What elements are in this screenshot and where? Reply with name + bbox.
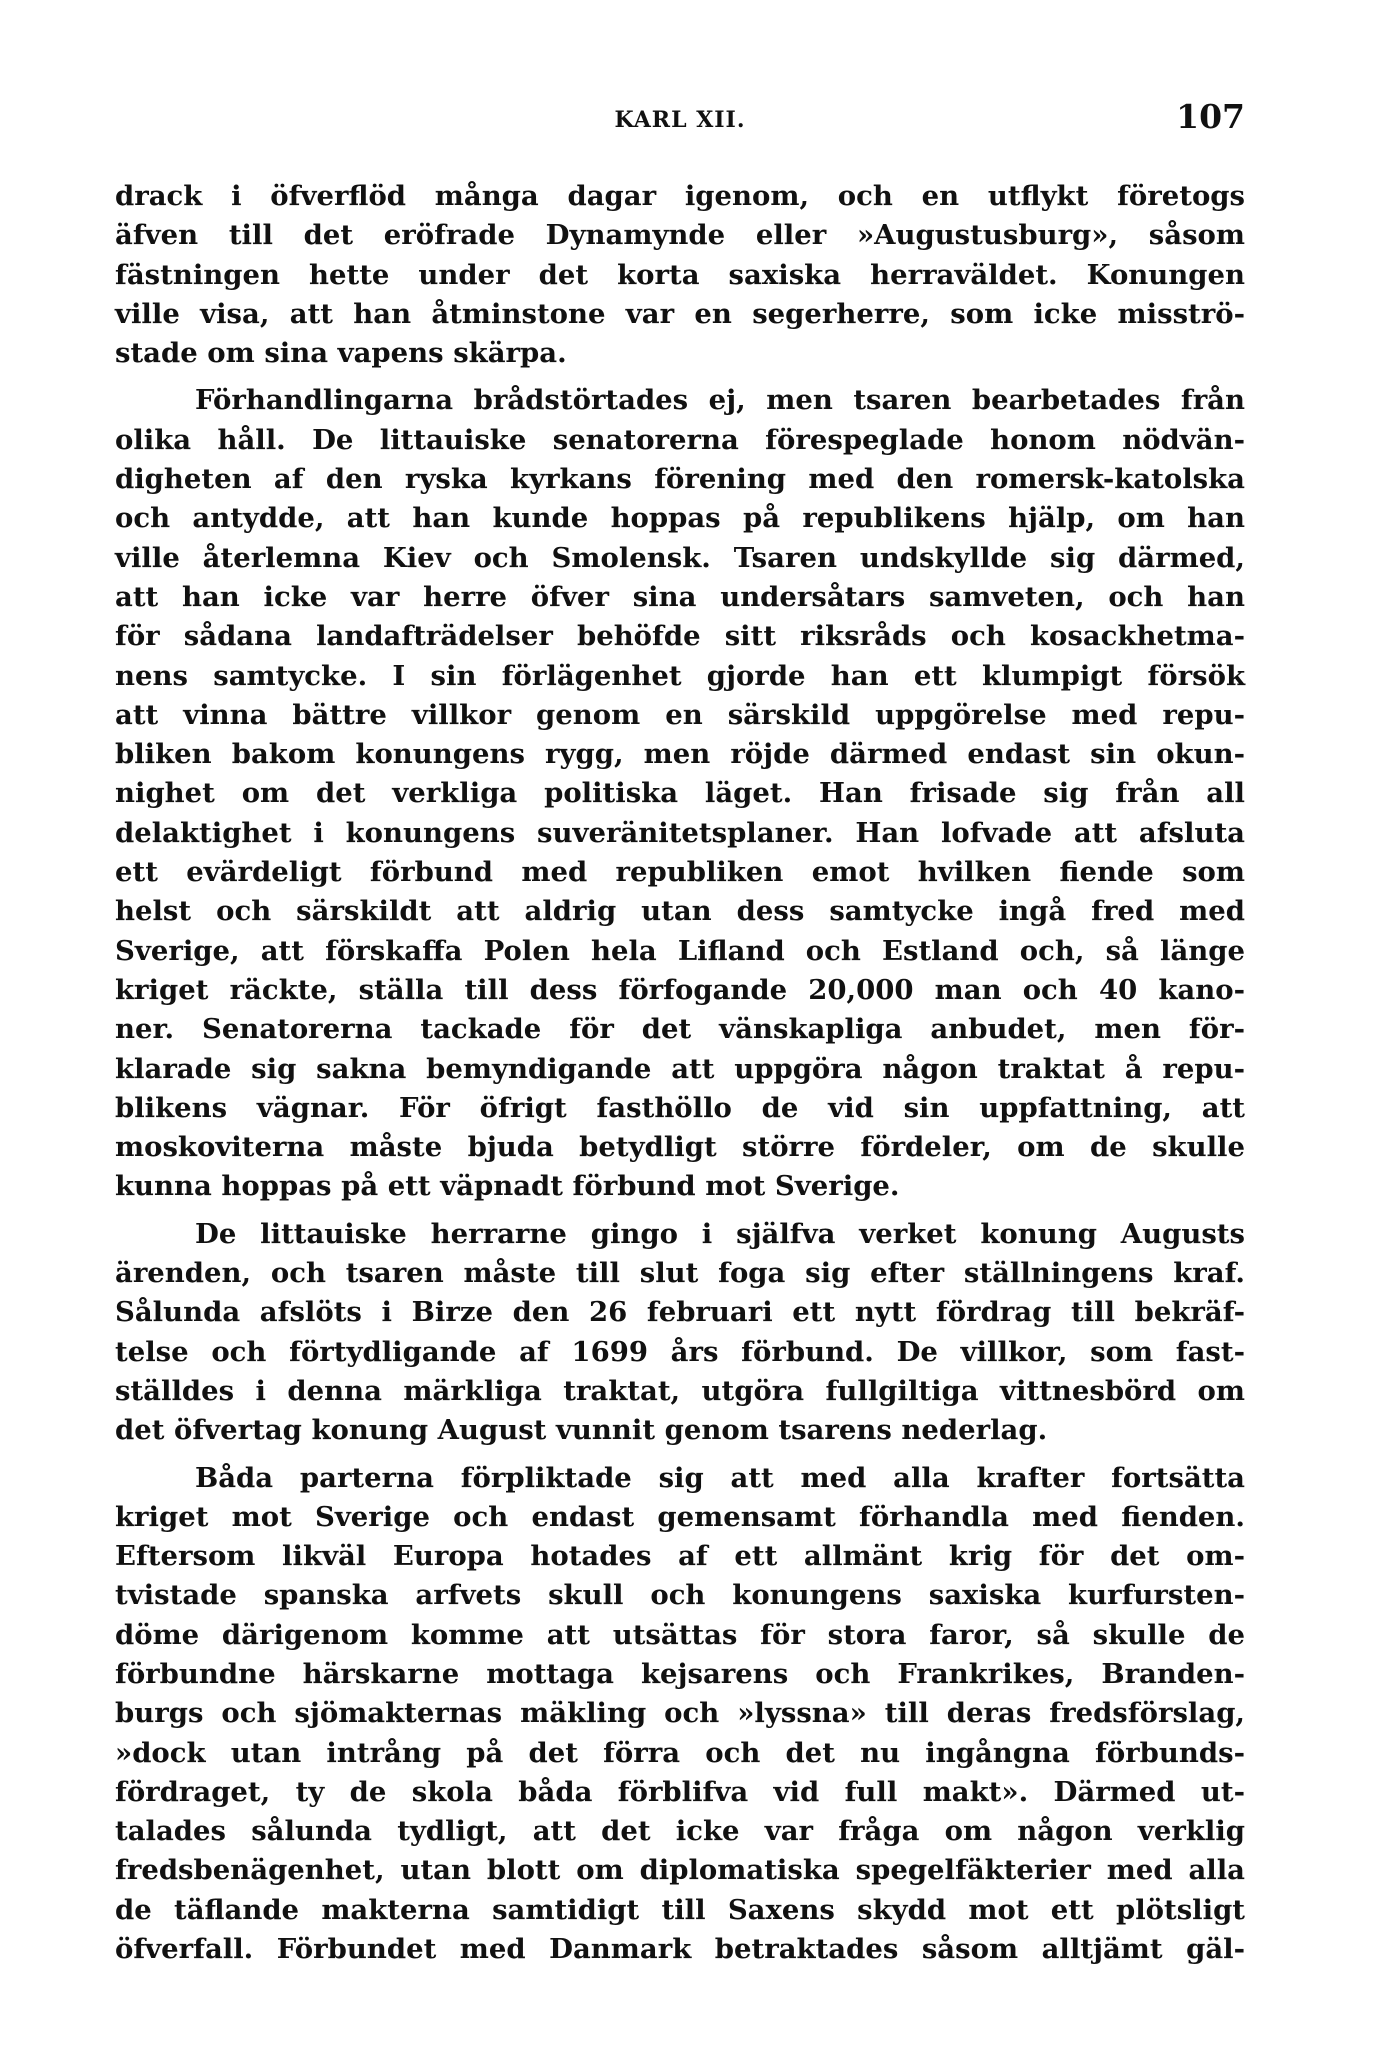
text-line: burgs och sjömakternas mäkling och »lyssna» till deras fredsförslag, — [115, 1697, 1245, 1730]
text-line: talades sålunda tydligt, att det icke var fråga om någon verklig — [115, 1815, 1245, 1848]
paragraph — [115, 381, 1245, 1206]
text-line: De littauiske herrarne gingo i själfva verket konung Augusts — [195, 1217, 1245, 1250]
text-line: de täflande makterna samtidigt till Saxens skydd mot ett plötsligt — [115, 1893, 1245, 1926]
text-line: nighet om det verkliga politiska läget. Han frisade sig från all — [115, 777, 1245, 810]
text-line: det öfvertag konung August vunnit genom tsarens nederlag. — [115, 1414, 1048, 1447]
text-line: Förhandlingarna brådstörtades ej, men tsaren bearbetades från — [195, 384, 1245, 417]
page-number: 107 — [1176, 97, 1245, 136]
text-line: olika håll. De littauiske senatorerna förespeglade honom nödvän- — [115, 423, 1245, 456]
text-line: nens samtycke. I sin förlägenhet gjorde han ett klumpigt försök — [115, 659, 1245, 692]
text-line: öfverfall. Förbundet med Danmark betraktades såsom alltjämt gäl- — [115, 1933, 1245, 1966]
text-line: helst och särskildt att aldrig utan dess samtycke ingå fred med — [115, 895, 1245, 928]
paragraph — [115, 1459, 1245, 1970]
text-line: ner. Senatorerna tackade för det vänskapliga anbudet, men för- — [115, 1013, 1245, 1046]
text-line: Båda parterna förpliktade sig att med alla krafter fortsätta — [195, 1461, 1245, 1494]
text-line: kriget räckte, ställa till dess förfogande 20,000 man och 40 kano- — [115, 973, 1245, 1006]
text-line: bliken bakom konungens rygg, men röjde därmed endast sin okun- — [115, 738, 1245, 771]
text-line: att vinna bättre villkor genom en särskild uppgörelse med repu- — [115, 698, 1245, 731]
text-line: digheten af den ryska kyrkans förening med den romersk-katolska — [115, 463, 1245, 496]
running-header-title: KARL XII. — [614, 107, 746, 133]
text-line: Sålunda afslöts i Birze den 26 februari ett nytt fördrag till bekräf- — [115, 1296, 1245, 1329]
text-line: Sverige, att förskaffa Polen hela Lifland och Estland och, så länge — [115, 934, 1245, 967]
text-line: stade om sina vapens skärpa. — [115, 337, 567, 370]
text-line: kunna hoppas på ett väpnadt förbund mot Sverige. — [115, 1170, 900, 1203]
text-line: fredsbenägenhet, utan blott om diplomatiska spegelfäkterier med alla — [115, 1854, 1245, 1887]
text-line: kriget mot Sverige och endast gemensamt förhandla med fienden. — [115, 1500, 1245, 1533]
text-line: döme därigenom komme att utsättas för stora faror, så skulle de — [115, 1618, 1245, 1651]
text-line: att han icke var herre öfver sina undersåtars samveten, och han — [115, 580, 1245, 613]
text-line: delaktighet i konungens suveränitetsplaner. Han lofvade att afsluta — [115, 816, 1245, 849]
running-header — [115, 95, 1245, 135]
text-line: Eftersom likväl Europa hotades af ett allmänt krig för det om- — [115, 1540, 1245, 1573]
text-line: fästningen hette under det korta saxiska herraväldet. Konungen — [115, 258, 1245, 291]
paragraph — [115, 177, 1245, 373]
text-line: klarade sig sakna bemyndigande att uppgöra någon traktat å repu- — [115, 1052, 1245, 1085]
text-line: telse och förtydligande af 1699 års förbund. De villkor, som fast- — [115, 1335, 1245, 1368]
paragraph — [115, 1215, 1245, 1451]
text-line: drack i öfverflöd många dagar igenom, och en utflykt företogs — [115, 180, 1245, 212]
text-line: och antydde, att han kunde hoppas på republikens hjälp, om han — [115, 502, 1245, 535]
text-line: förbundne härskarne mottaga kejsarens och Frankrikes, Branden- — [115, 1657, 1245, 1690]
text-line: ett evärdeligt förbund med republiken emot hvilken fiende som — [115, 856, 1245, 889]
text-line: för sådana landafträdelser behöfde sitt riksråds och kosackhetma- — [115, 620, 1245, 653]
text-line: moskoviterna måste bjuda betydligt större fördeler, om de skulle — [115, 1131, 1245, 1164]
text-line: ärenden, och tsaren måste till slut foga sig efter ställningens kraf. — [115, 1257, 1245, 1290]
text-line: ville visa, att han åtminstone var en segerherre, som icke misströ- — [115, 297, 1245, 330]
text-line: blikens vägnar. För öfrigt fasthöllo de vid sin uppfattning, att — [115, 1091, 1245, 1124]
text-line: ställdes i denna märkliga traktat, utgöra fullgiltiga vittnesbörd om — [115, 1374, 1245, 1407]
text-line: tvistade spanska arfvets skull och konungens saxiska kurfursten- — [115, 1579, 1245, 1612]
text-line: ville återlemna Kiev och Smolensk. Tsaren undskyllde sig därmed, — [115, 541, 1245, 574]
body-text — [115, 177, 1245, 1969]
text-line: fördraget, ty de skola båda förblifva vid full makt». Därmed ut- — [115, 1775, 1245, 1808]
text-line: äfven till det eröfrade Dynamynde eller »Augustusburg», såsom — [115, 219, 1245, 252]
book-page — [115, 95, 1245, 1977]
text-line: »dock utan intrång på det förra och det nu ingångna förbunds- — [115, 1736, 1245, 1769]
